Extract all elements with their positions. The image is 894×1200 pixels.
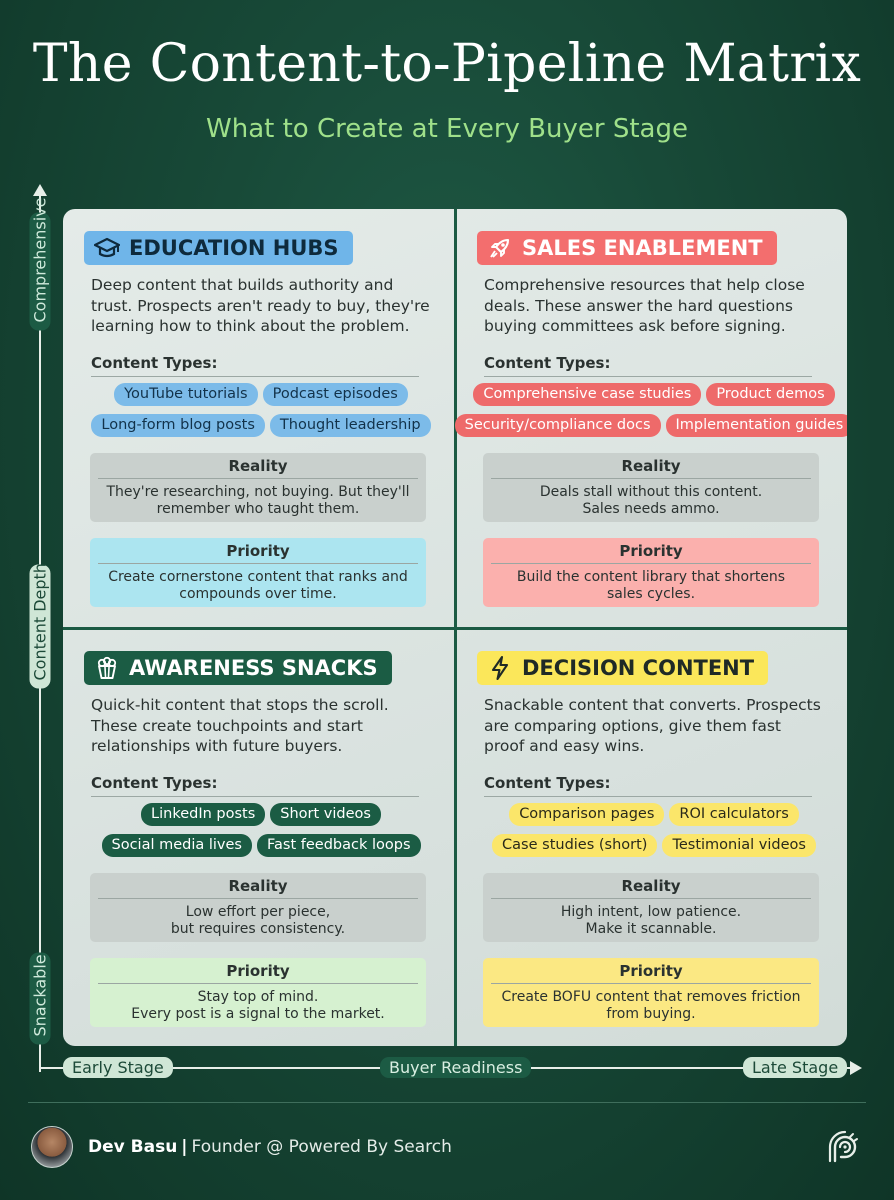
quadrant-education-hubs	[63, 209, 455, 627]
x-axis-arrow-icon	[850, 1061, 862, 1075]
priority-label: Priority	[619, 542, 683, 560]
content-type-tag: Thought leadership	[270, 414, 431, 437]
reality-divider	[491, 478, 811, 479]
content-type-tag: Comprehensive case studies	[473, 383, 701, 406]
reality-box	[483, 453, 819, 522]
priority-text: Create BOFU content that removes friction from buying.	[501, 989, 801, 1022]
rocket-icon	[487, 235, 513, 261]
quadrant-sales-enablement	[456, 209, 847, 627]
content-type-tag: Long-form blog posts	[91, 414, 265, 437]
lightning-icon	[487, 655, 513, 681]
priority-text: Build the content library that shortens sales cycles.	[516, 569, 786, 602]
reality-text: They're researching, not buying. But they'll remember who taught them.	[106, 484, 410, 517]
content-type-tags	[464, 383, 844, 445]
priority-box	[483, 538, 819, 607]
quadrant-description: Deep content that builds authority and trust. Prospects aren't ready to buy, they're learning how to think about the problem.	[91, 276, 430, 335]
reality-box	[90, 453, 426, 522]
priority-label: Priority	[619, 962, 683, 980]
priority-divider	[491, 563, 811, 564]
reality-divider	[491, 898, 811, 899]
priority-text: Create cornerstone content that ranks and compounds over time.	[108, 569, 408, 602]
content-type-tag: Testimonial videos	[662, 834, 815, 857]
y-axis-label-comprehensive: Comprehensive	[30, 213, 51, 331]
content-type-tag: Social media lives	[102, 834, 253, 857]
quadrant-awareness-snacks	[63, 629, 455, 1046]
author-name: Dev Basu	[88, 1137, 178, 1157]
quadrant-description: Comprehensive resources that help close deals. These answer the hard questions buying committees ask before signing.	[484, 276, 805, 335]
reality-text: Low effort per piece, but requires consistency.	[170, 904, 346, 937]
reality-text: High intent, low patience. Make it scannable.	[560, 904, 742, 937]
quadrant-header	[477, 231, 777, 265]
quadrant-title: AWARENESS SNACKS	[129, 656, 378, 680]
priority-divider	[98, 983, 418, 984]
content-type-tag: Short videos	[270, 803, 381, 826]
priority-label: Priority	[226, 962, 290, 980]
quadrant-title: EDUCATION HUBS	[129, 236, 339, 260]
quadrant-header	[477, 651, 768, 685]
priority-box	[90, 958, 426, 1027]
graduation-cap-icon	[94, 235, 120, 261]
quadrant-decision-content	[456, 629, 847, 1046]
page-subtitle: What to Create at Every Buyer Stage	[206, 114, 688, 144]
reality-label: Reality	[228, 877, 288, 895]
priority-box	[483, 958, 819, 1027]
reality-box	[90, 873, 426, 942]
priority-box	[90, 538, 426, 607]
priority-label: Priority	[226, 542, 290, 560]
content-type-tag: Case studies (short)	[492, 834, 657, 857]
reality-label: Reality	[228, 457, 288, 475]
quadrant-header	[84, 231, 353, 265]
author-role: Founder @ Powered By Search	[191, 1137, 452, 1157]
content-types-label: Content Types:	[91, 354, 419, 377]
content-types-label: Content Types:	[91, 774, 419, 797]
content-matrix	[63, 209, 847, 1046]
quadrant-description: Quick-hit content that stops the scroll. These create touchpoints and start relationships with future buyers.	[91, 696, 389, 755]
priority-text: Stay top of mind. Every post is a signal to the market.	[131, 989, 385, 1022]
page-title: The Content-to-Pipeline Matrix	[32, 34, 862, 94]
content-type-tag: LinkedIn posts	[141, 803, 265, 826]
y-axis-arrow-icon	[33, 184, 47, 196]
byline-separator: |	[181, 1137, 188, 1157]
popcorn-icon	[94, 655, 120, 681]
footer-divider	[28, 1102, 866, 1103]
y-axis-label-snackable: Snackable	[30, 953, 51, 1045]
y-axis-label-content-depth: Content Depth	[30, 565, 51, 689]
reality-divider	[98, 898, 418, 899]
content-type-tag: Implementation guides	[666, 414, 848, 437]
content-type-tags	[81, 383, 441, 445]
priority-divider	[491, 983, 811, 984]
footer-byline	[88, 1137, 452, 1157]
author-avatar	[31, 1126, 73, 1168]
priority-divider	[98, 563, 418, 564]
powered-by-search-logo-icon	[826, 1128, 864, 1166]
content-types-label: Content Types:	[484, 354, 812, 377]
x-axis-label-early-stage: Early Stage	[63, 1057, 173, 1078]
x-axis-label-buyer-readiness: Buyer Readiness	[380, 1057, 531, 1078]
reality-label: Reality	[621, 457, 681, 475]
content-type-tag: ROI calculators	[669, 803, 798, 826]
quadrant-title: SALES ENABLEMENT	[522, 236, 763, 260]
content-type-tags	[81, 803, 441, 865]
content-type-tag: Fast feedback loops	[257, 834, 421, 857]
quadrant-description: Snackable content that converts. Prospects are comparing options, give them fast proof and easy wins.	[484, 696, 821, 755]
reality-label: Reality	[621, 877, 681, 895]
content-type-tag: Podcast episodes	[263, 383, 408, 406]
x-axis-label-late-stage: Late Stage	[743, 1057, 847, 1078]
content-type-tag: YouTube tutorials	[114, 383, 257, 406]
content-type-tag: Product demos	[706, 383, 834, 406]
content-type-tag: Comparison pages	[509, 803, 664, 826]
reality-divider	[98, 478, 418, 479]
content-type-tags	[474, 803, 834, 865]
reality-text: Deals stall without this content. Sales needs ammo.	[539, 484, 763, 517]
content-types-label: Content Types:	[484, 774, 812, 797]
quadrant-title: DECISION CONTENT	[522, 656, 755, 680]
content-type-tag: Security/compliance docs	[455, 414, 661, 437]
reality-box	[483, 873, 819, 942]
quadrant-header	[84, 651, 392, 685]
